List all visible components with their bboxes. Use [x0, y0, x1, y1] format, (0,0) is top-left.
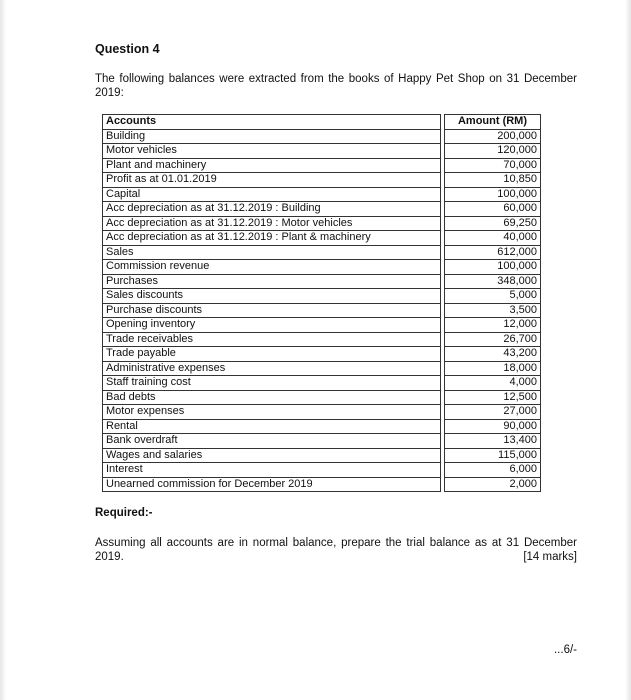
table-row — [103, 245, 541, 260]
amount-cell: 100,000 — [445, 187, 541, 202]
table-row — [103, 144, 541, 159]
table-row — [103, 419, 541, 434]
amount-cell: 12,500 — [445, 390, 541, 405]
account-name-cell: Profit as at 01.01.2019 — [103, 173, 441, 188]
amount-cell: 27,000 — [445, 405, 541, 420]
table-row — [103, 448, 541, 463]
amount-cell: 200,000 — [445, 129, 541, 144]
account-name-cell: Purchases — [103, 274, 441, 289]
amount-cell: 18,000 — [445, 361, 541, 376]
required-label: Required:- — [95, 507, 153, 519]
amount-cell: 115,000 — [445, 448, 541, 463]
table-row — [103, 390, 541, 405]
page-shadow-left — [0, 0, 6, 700]
account-name-cell: Trade receivables — [103, 332, 441, 347]
account-name-cell: Motor expenses — [103, 405, 441, 420]
amount-cell: 6,000 — [445, 463, 541, 478]
header-amount: Amount (RM) — [445, 115, 541, 130]
amount-cell: 90,000 — [445, 419, 541, 434]
table-row — [103, 405, 541, 420]
amount-cell: 4,000 — [445, 376, 541, 391]
amount-cell: 43,200 — [445, 347, 541, 362]
account-name-cell: Building — [103, 129, 441, 144]
account-name-cell: Bad debts — [103, 390, 441, 405]
table-row — [103, 332, 541, 347]
table-row — [103, 158, 541, 173]
question-intro: The following balances were extracted from the books of Happy Pet Shop on 31 December 2019: — [95, 73, 577, 99]
table-row — [103, 202, 541, 217]
table-row — [103, 187, 541, 202]
account-name-cell: Interest — [103, 463, 441, 478]
account-name-cell: Wages and salaries — [103, 448, 441, 463]
table-body — [103, 129, 541, 492]
table-row — [103, 477, 541, 492]
table-row — [103, 289, 541, 304]
balances-table — [102, 114, 541, 492]
amount-cell: 120,000 — [445, 144, 541, 159]
amount-cell: 2,000 — [445, 477, 541, 492]
account-name-cell: Capital — [103, 187, 441, 202]
amount-cell: 12,000 — [445, 318, 541, 333]
amount-cell: 348,000 — [445, 274, 541, 289]
account-name-cell: Unearned commission for December 2019 — [103, 477, 441, 492]
account-name-cell: Motor vehicles — [103, 144, 441, 159]
table-header-row — [103, 115, 541, 130]
amount-cell: 40,000 — [445, 231, 541, 246]
header-accounts: Accounts — [103, 115, 441, 130]
required-instruction: Assuming all accounts are in normal balance, prepare the trial balance as at 31 December 2019. — [95, 537, 577, 563]
table-row — [103, 434, 541, 449]
table-row — [103, 274, 541, 289]
account-name-cell: Administrative expenses — [103, 361, 441, 376]
account-name-cell: Opening inventory — [103, 318, 441, 333]
account-name-cell: Trade payable — [103, 347, 441, 362]
table-row — [103, 463, 541, 478]
account-name-cell: Sales — [103, 245, 441, 260]
table-row — [103, 347, 541, 362]
account-name-cell: Purchase discounts — [103, 303, 441, 318]
account-name-cell: Acc depreciation as at 31.12.2019 : Motor vehicles — [103, 216, 441, 231]
amount-cell: 60,000 — [445, 202, 541, 217]
account-name-cell: Commission revenue — [103, 260, 441, 275]
page-number: ...6/- — [553, 644, 577, 656]
account-name-cell: Sales discounts — [103, 289, 441, 304]
amount-cell: 10,850 — [445, 173, 541, 188]
marks-label: [14 marks] — [523, 551, 577, 563]
question-title: Question 4 — [95, 42, 160, 56]
table-row — [103, 173, 541, 188]
table-row — [103, 376, 541, 391]
amount-cell: 612,000 — [445, 245, 541, 260]
account-name-cell: Staff training cost — [103, 376, 441, 391]
amount-cell: 3,500 — [445, 303, 541, 318]
amount-cell: 26,700 — [445, 332, 541, 347]
amount-cell: 69,250 — [445, 216, 541, 231]
page-shadow-right — [625, 0, 631, 700]
table-row — [103, 231, 541, 246]
table-row — [103, 216, 541, 231]
table-row — [103, 303, 541, 318]
amount-cell: 13,400 — [445, 434, 541, 449]
table-row — [103, 129, 541, 144]
account-name-cell: Bank overdraft — [103, 434, 441, 449]
table-row — [103, 318, 541, 333]
account-name-cell: Plant and machinery — [103, 158, 441, 173]
table-row — [103, 260, 541, 275]
account-name-cell: Acc depreciation as at 31.12.2019 : Building — [103, 202, 441, 217]
table-row — [103, 361, 541, 376]
amount-cell: 100,000 — [445, 260, 541, 275]
account-name-cell: Acc depreciation as at 31.12.2019 : Plant & machinery — [103, 231, 441, 246]
amount-cell: 5,000 — [445, 289, 541, 304]
account-name-cell: Rental — [103, 419, 441, 434]
amount-cell: 70,000 — [445, 158, 541, 173]
